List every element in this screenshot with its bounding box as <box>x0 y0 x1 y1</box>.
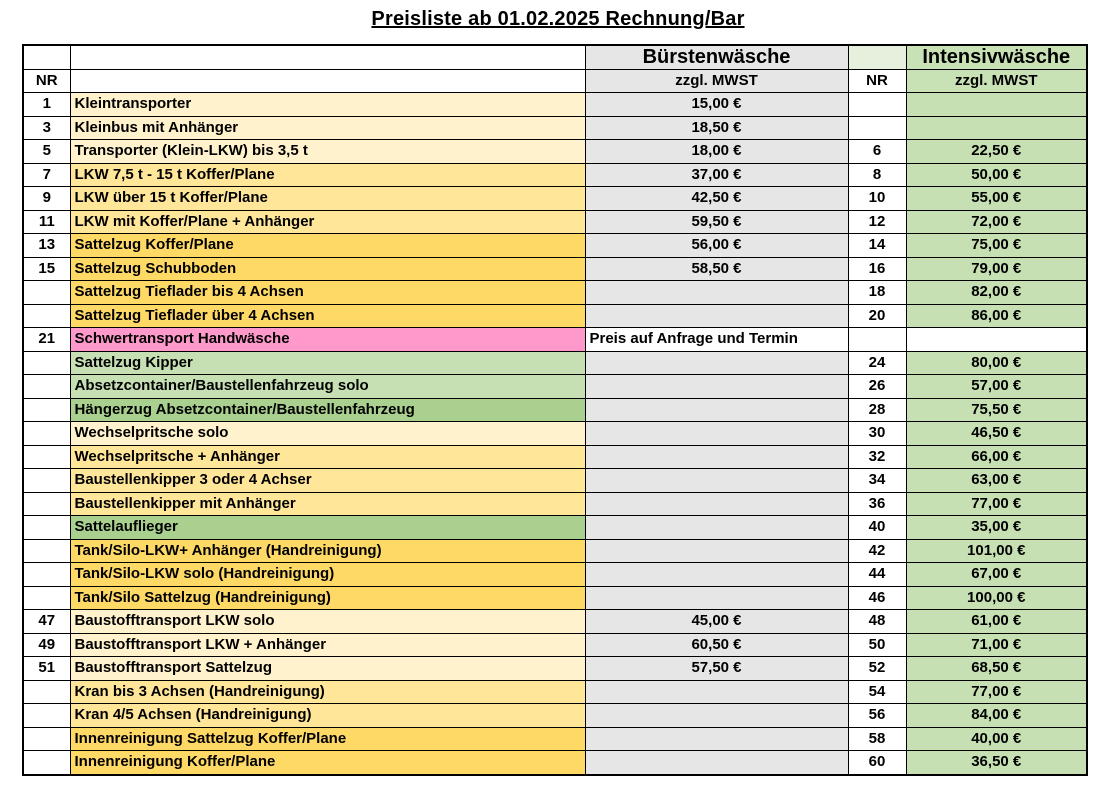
table-row <box>23 328 1087 352</box>
row-buersten-price <box>585 516 848 540</box>
row-intensiv-price: 84,00 € <box>906 704 1087 728</box>
row-buersten-price <box>585 422 848 446</box>
row-nr: 9 <box>23 187 70 211</box>
row-nr2 <box>848 116 906 140</box>
row-buersten-price <box>585 539 848 563</box>
row-nr <box>23 492 70 516</box>
row-vehicle-name: Tank/Silo-LKW solo (Handreinigung) <box>70 563 585 587</box>
row-intensiv-price: 36,50 € <box>906 751 1087 775</box>
row-vehicle-name: Tank/Silo Sattelzug (Handreinigung) <box>70 586 585 610</box>
row-vehicle-name: LKW mit Koffer/Plane + Anhänger <box>70 210 585 234</box>
header-nr2: NR <box>848 69 906 93</box>
row-nr <box>23 563 70 587</box>
row-vehicle-name: LKW über 15 t Koffer/Plane <box>70 187 585 211</box>
row-nr <box>23 516 70 540</box>
table-row <box>23 304 1087 328</box>
row-nr2: 58 <box>848 727 906 751</box>
row-intensiv-price: 80,00 € <box>906 351 1087 375</box>
row-nr <box>23 539 70 563</box>
row-buersten-price: 56,00 € <box>585 234 848 258</box>
row-vehicle-name: Wechselpritsche + Anhänger <box>70 445 585 469</box>
row-vehicle-name: Schwertransport Handwäsche <box>70 328 585 352</box>
table-row <box>23 610 1087 634</box>
row-buersten-price: 18,00 € <box>585 140 848 164</box>
table-row <box>23 210 1087 234</box>
row-nr2: 28 <box>848 398 906 422</box>
row-nr: 11 <box>23 210 70 234</box>
row-buersten-price <box>585 281 848 305</box>
row-nr <box>23 398 70 422</box>
row-intensiv-price: 68,50 € <box>906 657 1087 681</box>
row-nr2: 60 <box>848 751 906 775</box>
table-row <box>23 140 1087 164</box>
row-buersten-price <box>585 445 848 469</box>
row-nr <box>23 422 70 446</box>
row-nr <box>23 469 70 493</box>
page-title: Preisliste ab 01.02.2025 Rechnung/Bar <box>371 8 745 30</box>
table-row <box>23 281 1087 305</box>
table-row <box>23 351 1087 375</box>
row-intensiv-price: 63,00 € <box>906 469 1087 493</box>
row-vehicle-name: Kran bis 3 Achsen (Handreinigung) <box>70 680 585 704</box>
table-row <box>23 586 1087 610</box>
row-intensiv-price: 77,00 € <box>906 492 1087 516</box>
row-vehicle-name: Sattelzug Tieflader bis 4 Achsen <box>70 281 585 305</box>
header-buersten-title: Bürstenwäsche <box>585 45 848 69</box>
row-vehicle-name: Kran 4/5 Achsen (Handreinigung) <box>70 704 585 728</box>
row-nr <box>23 586 70 610</box>
row-nr2: 56 <box>848 704 906 728</box>
row-nr2: 46 <box>848 586 906 610</box>
table-row <box>23 563 1087 587</box>
row-nr2: 50 <box>848 633 906 657</box>
row-vehicle-name: Hängerzug Absetzcontainer/Baustellenfahrzeug <box>70 398 585 422</box>
table-row <box>23 257 1087 281</box>
price-table <box>22 44 1088 776</box>
row-nr: 51 <box>23 657 70 681</box>
table-row <box>23 727 1087 751</box>
table-row <box>23 116 1087 140</box>
row-nr <box>23 727 70 751</box>
table-row <box>23 422 1087 446</box>
row-buersten-price <box>585 469 848 493</box>
row-nr: 13 <box>23 234 70 258</box>
row-intensiv-price <box>906 116 1087 140</box>
row-nr2: 8 <box>848 163 906 187</box>
row-buersten-price: 59,50 € <box>585 210 848 234</box>
row-intensiv-price: 100,00 € <box>906 586 1087 610</box>
row-nr: 1 <box>23 93 70 117</box>
row-nr2: 26 <box>848 375 906 399</box>
header-empty-nr <box>23 45 70 69</box>
row-vehicle-name: Baustellenkipper 3 oder 4 Achser <box>70 469 585 493</box>
row-intensiv-price: 71,00 € <box>906 633 1087 657</box>
row-intensiv-price: 22,50 € <box>906 140 1087 164</box>
row-nr2: 12 <box>848 210 906 234</box>
row-buersten-price <box>585 727 848 751</box>
row-nr <box>23 445 70 469</box>
row-nr <box>23 751 70 775</box>
header-buersten-sub: zzgl. MWST <box>585 69 848 93</box>
table-row <box>23 539 1087 563</box>
row-buersten-price: 18,50 € <box>585 116 848 140</box>
row-buersten-price <box>585 751 848 775</box>
table-row <box>23 445 1087 469</box>
price-table-body <box>23 45 1087 775</box>
row-intensiv-price: 55,00 € <box>906 187 1087 211</box>
row-vehicle-name: Sattelzug Kipper <box>70 351 585 375</box>
row-nr: 49 <box>23 633 70 657</box>
row-buersten-price <box>585 492 848 516</box>
row-intensiv-price: 75,00 € <box>906 234 1087 258</box>
table-row <box>23 469 1087 493</box>
table-row <box>23 657 1087 681</box>
row-intensiv-price: 79,00 € <box>906 257 1087 281</box>
row-vehicle-name: Baustofftransport LKW + Anhänger <box>70 633 585 657</box>
row-buersten-price <box>585 586 848 610</box>
table-row <box>23 751 1087 775</box>
row-nr2: 18 <box>848 281 906 305</box>
row-buersten-price <box>585 375 848 399</box>
row-nr2: 20 <box>848 304 906 328</box>
row-buersten-price: 60,50 € <box>585 633 848 657</box>
row-nr2: 32 <box>848 445 906 469</box>
row-nr <box>23 351 70 375</box>
row-buersten-price: 57,50 € <box>585 657 848 681</box>
header-row-2 <box>23 69 1087 93</box>
row-intensiv-price: 40,00 € <box>906 727 1087 751</box>
row-nr: 47 <box>23 610 70 634</box>
row-nr: 5 <box>23 140 70 164</box>
row-vehicle-name: Baustofftransport Sattelzug <box>70 657 585 681</box>
table-row <box>23 163 1087 187</box>
row-nr2: 40 <box>848 516 906 540</box>
row-intensiv-price: 57,00 € <box>906 375 1087 399</box>
header-intensiv-sub: zzgl. MWST <box>906 69 1087 93</box>
row-vehicle-name: Innenreinigung Koffer/Plane <box>70 751 585 775</box>
row-vehicle-name: LKW 7,5 t - 15 t Koffer/Plane <box>70 163 585 187</box>
row-intensiv-price: 101,00 € <box>906 539 1087 563</box>
row-buersten-price <box>585 398 848 422</box>
header-empty-name <box>70 45 585 69</box>
row-vehicle-name: Innenreinigung Sattelzug Koffer/Plane <box>70 727 585 751</box>
row-intensiv-price: 35,00 € <box>906 516 1087 540</box>
row-intensiv-price <box>906 328 1087 352</box>
row-intensiv-price: 75,50 € <box>906 398 1087 422</box>
table-row <box>23 704 1087 728</box>
row-nr2: 16 <box>848 257 906 281</box>
row-nr: 21 <box>23 328 70 352</box>
row-nr: 7 <box>23 163 70 187</box>
row-nr: 3 <box>23 116 70 140</box>
table-row <box>23 375 1087 399</box>
row-nr2: 30 <box>848 422 906 446</box>
row-nr <box>23 281 70 305</box>
row-vehicle-name: Baustellenkipper mit Anhänger <box>70 492 585 516</box>
row-vehicle-name: Kleinbus mit Anhänger <box>70 116 585 140</box>
row-nr <box>23 680 70 704</box>
row-nr: 15 <box>23 257 70 281</box>
header-empty-name-2 <box>70 69 585 93</box>
row-nr2: 42 <box>848 539 906 563</box>
table-row <box>23 398 1087 422</box>
row-buersten-price: 15,00 € <box>585 93 848 117</box>
row-vehicle-name: Sattelzug Schubboden <box>70 257 585 281</box>
row-intensiv-price: 46,50 € <box>906 422 1087 446</box>
row-nr2: 48 <box>848 610 906 634</box>
table-row <box>23 93 1087 117</box>
header-intensiv-title: Intensivwäsche <box>906 45 1087 69</box>
row-intensiv-price: 50,00 € <box>906 163 1087 187</box>
row-nr2: 24 <box>848 351 906 375</box>
table-row <box>23 680 1087 704</box>
row-intensiv-price: 66,00 € <box>906 445 1087 469</box>
row-nr2: 34 <box>848 469 906 493</box>
row-vehicle-name: Tank/Silo-LKW+ Anhänger (Handreinigung) <box>70 539 585 563</box>
row-intensiv-price: 72,00 € <box>906 210 1087 234</box>
row-nr2: 10 <box>848 187 906 211</box>
row-vehicle-name: Kleintransporter <box>70 93 585 117</box>
row-intensiv-price: 77,00 € <box>906 680 1087 704</box>
row-intensiv-price: 86,00 € <box>906 304 1087 328</box>
table-row <box>23 187 1087 211</box>
header-empty-nr2 <box>848 45 906 69</box>
row-nr2: 52 <box>848 657 906 681</box>
row-nr <box>23 704 70 728</box>
row-nr2: 36 <box>848 492 906 516</box>
table-row <box>23 516 1087 540</box>
row-nr2: 14 <box>848 234 906 258</box>
row-vehicle-name: Sattelzug Koffer/Plane <box>70 234 585 258</box>
row-nr2: 44 <box>848 563 906 587</box>
row-buersten-price <box>585 351 848 375</box>
row-nr2: 54 <box>848 680 906 704</box>
row-vehicle-name: Wechselpritsche solo <box>70 422 585 446</box>
row-intensiv-price: 61,00 € <box>906 610 1087 634</box>
row-vehicle-name: Baustofftransport LKW solo <box>70 610 585 634</box>
row-vehicle-name: Absetzcontainer/Baustellenfahrzeug solo <box>70 375 585 399</box>
header-row-1 <box>23 45 1087 69</box>
row-vehicle-name: Sattelzug Tieflader über 4 Achsen <box>70 304 585 328</box>
table-row <box>23 492 1087 516</box>
row-buersten-price <box>585 704 848 728</box>
row-nr2 <box>848 93 906 117</box>
row-buersten-price: 58,50 € <box>585 257 848 281</box>
row-buersten-price <box>585 563 848 587</box>
header-nr: NR <box>23 69 70 93</box>
row-nr2 <box>848 328 906 352</box>
row-nr2: 6 <box>848 140 906 164</box>
table-row <box>23 234 1087 258</box>
row-buersten-price: 37,00 € <box>585 163 848 187</box>
row-vehicle-name: Transporter (Klein-LKW) bis 3,5 t <box>70 140 585 164</box>
row-nr <box>23 304 70 328</box>
row-vehicle-name: Sattelauflieger <box>70 516 585 540</box>
table-row <box>23 633 1087 657</box>
row-intensiv-price <box>906 93 1087 117</box>
row-buersten-price: Preis auf Anfrage und Termin <box>585 328 848 352</box>
row-intensiv-price: 67,00 € <box>906 563 1087 587</box>
row-buersten-price: 42,50 € <box>585 187 848 211</box>
row-buersten-price <box>585 304 848 328</box>
row-buersten-price <box>585 680 848 704</box>
row-buersten-price: 45,00 € <box>585 610 848 634</box>
row-nr <box>23 375 70 399</box>
row-intensiv-price: 82,00 € <box>906 281 1087 305</box>
